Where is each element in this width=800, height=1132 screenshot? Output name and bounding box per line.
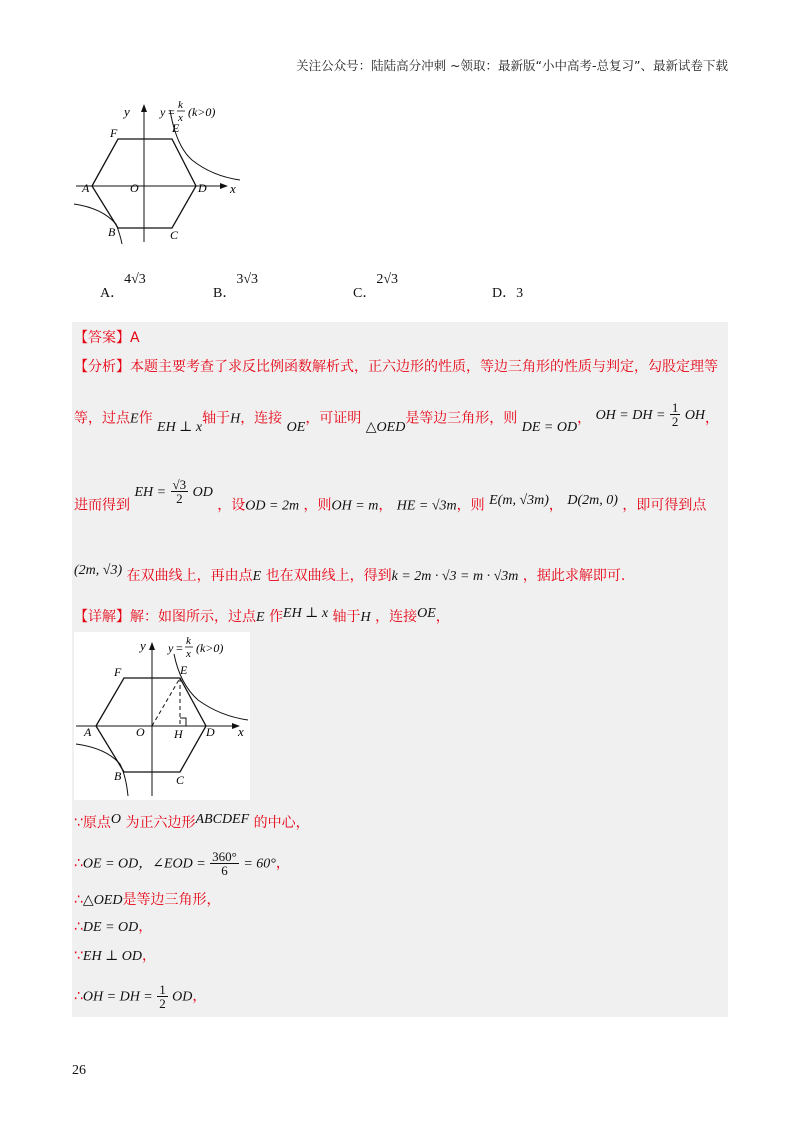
answer-line: 【答案】A (74, 330, 140, 346)
figure-detail (74, 632, 250, 800)
point-F-2: F (114, 665, 122, 679)
func-k: k (178, 99, 183, 111)
y-axis-label: y (124, 104, 130, 119)
point-O: O (130, 181, 139, 195)
option-b[interactable]: B．3√3 (213, 272, 259, 301)
func-cond: (k>0) (188, 105, 216, 119)
detail-line-4: ∴DE = OD， (74, 919, 153, 935)
point-D-2: D (206, 725, 215, 739)
point-A: A (82, 181, 90, 195)
svg-text:=: = (176, 641, 183, 655)
func-y: y (160, 105, 166, 119)
point-O-2: O (136, 725, 145, 739)
point-E: E (172, 121, 180, 135)
x-axis-label-2: x (238, 724, 244, 739)
page-number: 26 (72, 1063, 86, 1078)
option-d[interactable]: D．3 (492, 286, 524, 301)
func-x: x (178, 112, 183, 124)
analysis-line-1: 【分析】本题主要考查了求反比例函数解析式，正六边形的性质，等边三角形的性质与判定，勾股定理等 (74, 359, 718, 375)
hexagon-figure-with-H (74, 632, 250, 800)
func-x-2: x (186, 648, 191, 660)
point-C-2: C (176, 773, 185, 787)
point-E-2: E (180, 663, 188, 677)
detail-line-2: ∴OE = OD，∠EOD = $\frac{360^\circ}{6}$ = 60°， (74, 849, 290, 878)
point-B: B (108, 225, 116, 239)
point-B-2: B (114, 769, 122, 783)
point-H: H (174, 727, 183, 741)
detail-line-6: ∴OH = DH = $\frac{1}{2}$ OD， (74, 982, 207, 1011)
hexagon-figure (72, 96, 252, 246)
option-a[interactable]: A．4√3 (100, 272, 146, 301)
point-C: C (170, 228, 179, 242)
x-axis-label: x (230, 181, 236, 196)
point-F: F (110, 126, 118, 140)
func-cond-2: (k>0) (196, 641, 224, 655)
analysis-line-2: 等，过点E作 EH ⊥ x轴于H，连接 OE，可证明 △OED是等边三角形，则 DE = OD， OH = DH = $\frac{1}{2}$ OH， (74, 400, 720, 435)
figure-question (72, 96, 252, 246)
y-axis-label-2: y (140, 638, 146, 653)
point-D: D (198, 181, 207, 195)
point-A-2: A (84, 725, 92, 739)
analysis-line-4: (2m, √3) 在双曲线上，再由点E 也在双曲线上，得到k = 2m · √3 = m · √3m ，据此求解即可. (74, 563, 626, 584)
detail-intro: 【详解】解：如图所示，过点E 作EH ⊥ x 轴于H ，连接OE， (74, 606, 450, 625)
func-y-2: y (168, 641, 174, 655)
svg-text:=: = (168, 105, 175, 119)
page-header: 关注公众号：陆陆高分冲刺 ~领取：最新版“小中高考-总复习”、最新试卷下载 (296, 58, 728, 73)
option-c[interactable]: C．2√3 (353, 272, 399, 301)
detail-line-1: ∵原点O 为正六边形ABCDEF 的中心， (74, 812, 310, 831)
answer-value: A (130, 330, 140, 346)
analysis-line-3: 进而得到 EH = $\frac{√3}{2}$ OD ，设OD = 2m ，则OH = m， HE = √3m，则 E(m, √3m)， D(2m, 0) ，即可得到点 (74, 477, 707, 514)
detail-line-3: ∴△OED是等边三角形， (74, 892, 221, 908)
func-k-2: k (186, 635, 191, 647)
detail-line-5: ∵EH ⊥ OD， (74, 948, 156, 964)
